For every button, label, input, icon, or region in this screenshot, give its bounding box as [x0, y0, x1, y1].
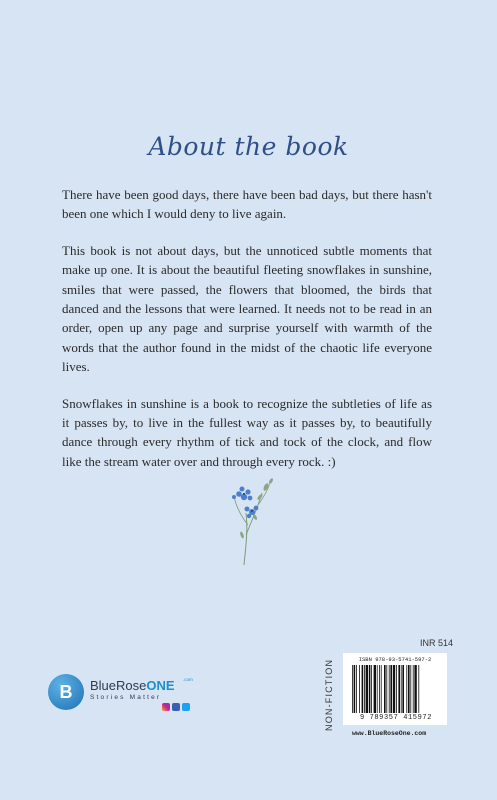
barcode-bar	[390, 665, 392, 713]
barcode-bar	[384, 665, 386, 713]
isbn-text: ISBN 978-93-5741-597-2	[358, 656, 432, 663]
barcode-bar	[389, 665, 390, 713]
genre-label: NON-FICTION	[324, 658, 334, 731]
barcode-bars	[352, 665, 440, 713]
barcode-bar	[414, 665, 416, 713]
barcode-bar	[359, 665, 360, 713]
publisher-name-accent: ONE	[146, 678, 175, 693]
barcode-bar	[354, 665, 356, 713]
price-label: INR 514	[420, 638, 454, 648]
flower-illustration	[222, 475, 282, 570]
barcode-bar	[402, 665, 404, 713]
publisher-domain-suffix: .com	[183, 677, 193, 682]
isbn-digits: 9 789357 415972	[359, 714, 432, 722]
barcode-bar	[356, 665, 357, 713]
barcode-bar	[413, 665, 414, 713]
barcode-bar	[401, 665, 402, 713]
paragraph-3: Snowflakes in sunshine is a book to recognize the subtleties of life as it passes by, to live in the fullest way as it passes by, to beautifully dance through every rhythm of tick and tock of the clock, and flow like the stream water over and through every rock. :)	[62, 395, 432, 469]
facebook-icon[interactable]	[172, 703, 180, 711]
barcode-bar	[381, 665, 382, 713]
paragraph-2: This book is not about days, but the unnoticed subtle moments that make up one. It is about the beautiful fleeting snowflakes in sunshine, smiles that were passed, the flowers that bloomed, the birds that danced and the lessons that were learned. It needs not to be read in an order, open up any page and surprise yourself with warmth of the words that the author found in the midst of the chaotic life everyone lives.	[62, 242, 432, 375]
barcode-bar	[396, 665, 397, 713]
publisher-name	[90, 678, 175, 693]
barcode-bar	[418, 665, 419, 713]
barcode-bar	[410, 665, 411, 713]
barcode-bar	[379, 665, 380, 713]
publisher-logo	[48, 672, 218, 716]
barcode-bar	[371, 665, 372, 713]
barcode-bar	[386, 665, 387, 713]
publisher-website: www.BlueRoseOne.com	[352, 730, 427, 737]
publisher-name-main: BlueRose	[90, 678, 147, 693]
twitter-icon[interactable]	[182, 703, 190, 711]
page-title: About the book	[148, 132, 349, 161]
logo-letter: B	[59, 682, 73, 702]
barcode-bar	[362, 665, 364, 713]
barcode-bar	[366, 665, 368, 713]
paragraph-1: There have been good days, there have been bad days, but there hasn't been one which I would deny to live again.	[62, 187, 432, 222]
barcode-bar	[364, 665, 365, 713]
barcode-bar	[352, 665, 353, 713]
barcode-bar	[406, 665, 407, 713]
barcode-bar	[377, 665, 378, 713]
instagram-icon[interactable]	[162, 703, 170, 711]
barcode-bar	[374, 665, 376, 713]
barcode-bar	[398, 665, 400, 713]
barcode	[343, 653, 447, 725]
book-description	[62, 185, 432, 488]
barcode-bar	[369, 665, 371, 713]
barcode-bar	[393, 665, 395, 713]
barcode-bar	[408, 665, 410, 713]
social-icons	[162, 703, 190, 712]
publisher-tagline: Stories Matter	[90, 694, 162, 701]
